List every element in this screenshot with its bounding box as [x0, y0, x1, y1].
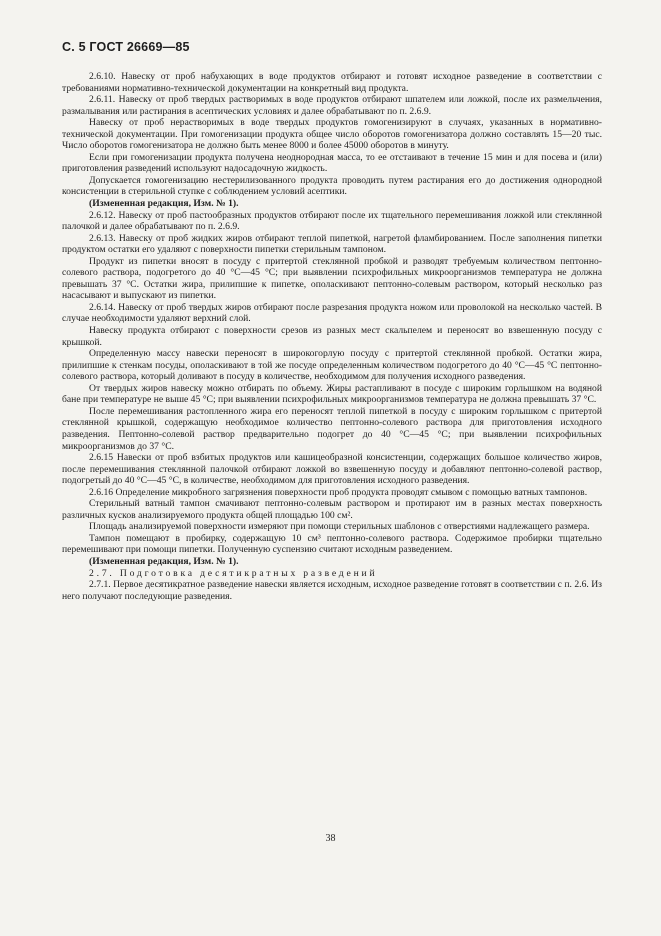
paragraph: Продукт из пипетки вносят в посуду с притертой стеклянной пробкой и разводят требуемым количеством пептонно-солевого раствора, подогретого до 40 °С—45 °С; при выявлении психрофильных микроорганизмов температура не должна превышать 37 °С. Остатки жира, прилипшие к пипетке, ополаскивают пептонно-солевым раствором, который несколько раз насасывают и выпускают из пипетки.: [62, 255, 602, 302]
paragraph: 2.6.13. Навеску от проб жидких жиров отбирают теплой пипеткой, нагретой фламбированием. После заполнения пипетки продуктом остатки его удаляют с поверхности пипетки стерильным тампоном.: [62, 232, 602, 256]
page-header: С. 5 ГОСТ 26669—85: [62, 40, 190, 54]
paragraph: После перемешивания растопленного жира его переносят теплой пипеткой в посуду с широким горлышком с притертой стеклянной крышкой, содержащую необходимое количество пептонно-солевого раствора для приготовления исходного разведения. Пептонно-солевой раствор предварительно подогрет до 40 °С—45 °С; при выявлении психрофильных микроорганизмов до 37 °С.: [62, 405, 602, 452]
paragraph: Тампон помещают в пробирку, содержащую 10 см³ пептонно-солевого раствора. Содержимое пробирки тщательно перемешивают при помощи пипетки. Полученную суспензию считают исходным разведением.: [62, 532, 602, 556]
paragraph: Навеску от проб нерастворимых в воде твердых продуктов гомогенизируют в случаях, указанных в нормативно-технической документации. При гомогенизации продукта общее число оборотов гомогенизатора должно составлять 15—20 тыс. Число оборотов гомогенизатора не должно быть менее 8000 и более 45000 оборотов в минуту.: [62, 117, 602, 152]
paragraph: Допускается гомогенизацию нестерилизованного продукта проводить путем растирания его до достижения однородной консистенции в стерильной ступке с соблюдением условий асептики.: [62, 174, 602, 198]
paragraph: От твердых жиров навеску можно отбирать по объему. Жиры растапливают в посуде с широким горлышком на водяной бане при температуре не выше 45 °С; при выявлении психрофильных микроорганизмов температура не должна превышать 37 °С.: [62, 382, 602, 406]
paragraph: Определенную массу навески переносят в широкогорлую посуду с притертой стеклянной пробкой. Остатки жира, прилипшие к стенкам посуды, ополаскивают в той же посуде определенным количеством подогретого до 40 °С—45 °С пептонно-солевого раствора, который доливают в посуду в количестве, необходимом для получения исходного разведения.: [62, 348, 602, 383]
paragraph: Площадь анализируемой поверхности измеряют при помощи стерильных шаблонов с отверстиями надлежащего размера.: [89, 521, 590, 533]
document-page: [62, 40, 602, 602]
paragraph: 2.6.12. Навеску от проб пастообразных продуктов отбирают после их тщательного перемешивания ложкой или стеклянной палочкой и далее обрабатывают по п. 2.6.9.: [62, 209, 602, 233]
section-heading: 2.7. Подготовка десятикратных разведений: [89, 567, 378, 579]
paragraph: 2.7.1. Первое десятикратное разведение навески является исходным, исходное разведение готовят в соответствии с п. 2.6. Из него получают последующие разведения.: [62, 579, 602, 602]
paragraph: Стерильный ватный тампон смачивают пептонно-солевым раствором и протирают им в разных местах поверхность различных кусков анализируемого продукта общей площадью 100 см².: [62, 498, 602, 521]
paragraph: 2.6.10. Навеску от проб набухающих в воде продуктов отбирают и готовят исходное разведение в соответствии с требованиями нормативно-технической документации на конкретный вид продукта.: [62, 71, 602, 94]
page-number: 38: [325, 833, 336, 844]
paragraph: 2.6.14. Навеску от проб твердых жиров отбирают после разрезания продукта ножом или проволокой на несколько частей. В случае необходимости удаляют верхний слой.: [62, 301, 602, 325]
revision-note: (Измененная редакция, Изм. № 1).: [89, 198, 239, 210]
paragraph: Если при гомогенизации продукта получена неоднородная масса, то ее отстаивают в течение 15 мин и для посева и (или) приготовления разведений используют надосадочную жидкость.: [62, 151, 602, 175]
paragraph: 2.6.15 Навески от проб взбитых продуктов или кашицеобразной консистенции, содержащих большое количество жиров, после перемешивания стеклянной палочкой отбирают ложкой во взвешенную посуду и добавляют пептонно-солевой раствор, подогретый до 40 °С—45 °С, в количестве, необходимом для приготовления исходного разведения.: [62, 452, 602, 487]
document-body: [62, 71, 602, 602]
paragraph: 2.6.11. Навеску от проб твердых растворимых в воде продуктов отбирают шпателем или ложкой, после их размельчения, размалывания или растирания в асептических условиях и далее обрабатывают по п. 2.6.9.: [62, 94, 602, 117]
revision-note: (Измененная редакция, Изм. № 1).: [89, 555, 239, 567]
paragraph: 2.6.16 Определение микробного загрязнения поверхности проб продукта проводят смывом с помощью ватных тампонов.: [89, 486, 588, 498]
paragraph: Навеску продукта отбирают с поверхности срезов из разных мест скальпелем и переносят во взвешенную посуду с крышкой.: [62, 325, 602, 348]
